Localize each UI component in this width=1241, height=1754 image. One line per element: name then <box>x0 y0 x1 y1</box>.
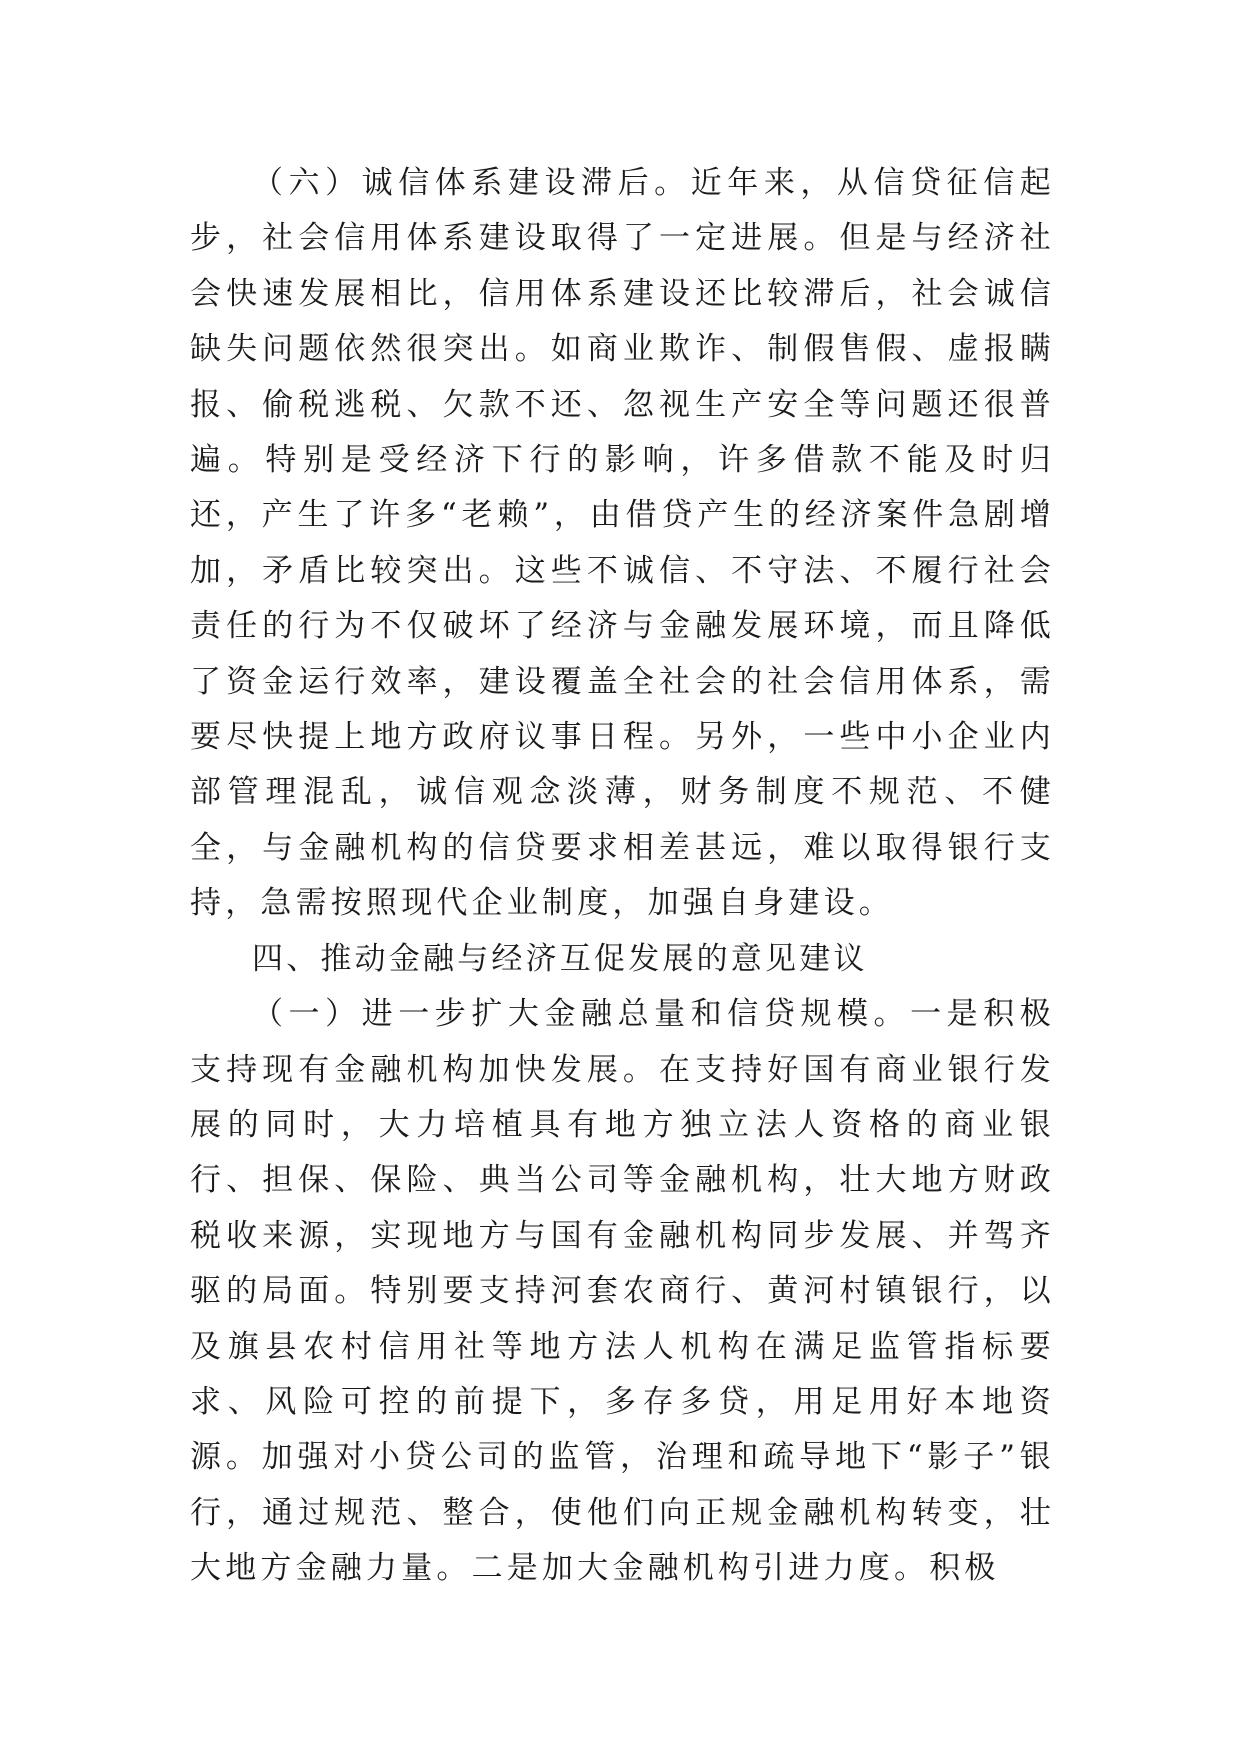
paragraph-expand-finance: （一）进一步扩大金融总量和信贷规模。一是积极支持现有金融机构加快发展。在支持好国有商业银行发展的同时，大力培植具有地方独立法人资格的商业银行、担保、保险、典当公司等金融机构，壮大地方财政税收来源，实现地方与国有金融机构同步发展、并驾齐驱的局面。特别要支持河套农商行、黄河村镇银行，以及旗县农村信用社等地方法人机构在满足监管指标要求、风险可控的前提下，多存多贷，用足用好本地资源。加强对小贷公司的监管，治理和疏导地下“影子”银行，通过规范、整合，使他们向正规金融机构转变，壮大地方金融力量。二是加大金融机构引进力度。积极 <box>190 996 1055 1587</box>
paragraph-credit-system: （六）诚信体系建设滞后。近年来，从信贷征信起步，社会信用体系建设取得了一定进展。但是与经济社会快速发展相比，信用体系建设还比较滞后，社会诚信缺失问题依然很突出。如商业欺诈、制假售假、虚报瞒报、偷税逃税、欠款不还、忽视生产安全等问题还很普遍。特别是受经济下行的影响，许多借款不能及时归还，产生了许多“老赖”，由借贷产生的经济案件急剧增加，矛盾比较突出。这些不诚信、不守法、不履行社会责任的行为不仅破坏了经济与金融发展环境，而且降低了资金运行效率，建设覆盖全社会的社会信用体系，需要尽快提上地方政府议事日程。另外，一些中小企业内部管理混乱，诚信观念淡薄，财务制度不规范、不健全，与金融机构的信贷要求相差甚远，难以取得银行支持，急需按照现代企业制度，加强自身建设。 <box>190 165 1055 922</box>
document-body <box>190 156 1055 1597</box>
section-four-heading: 四、推动金融与经济互促发展的意见建议 <box>252 940 868 977</box>
